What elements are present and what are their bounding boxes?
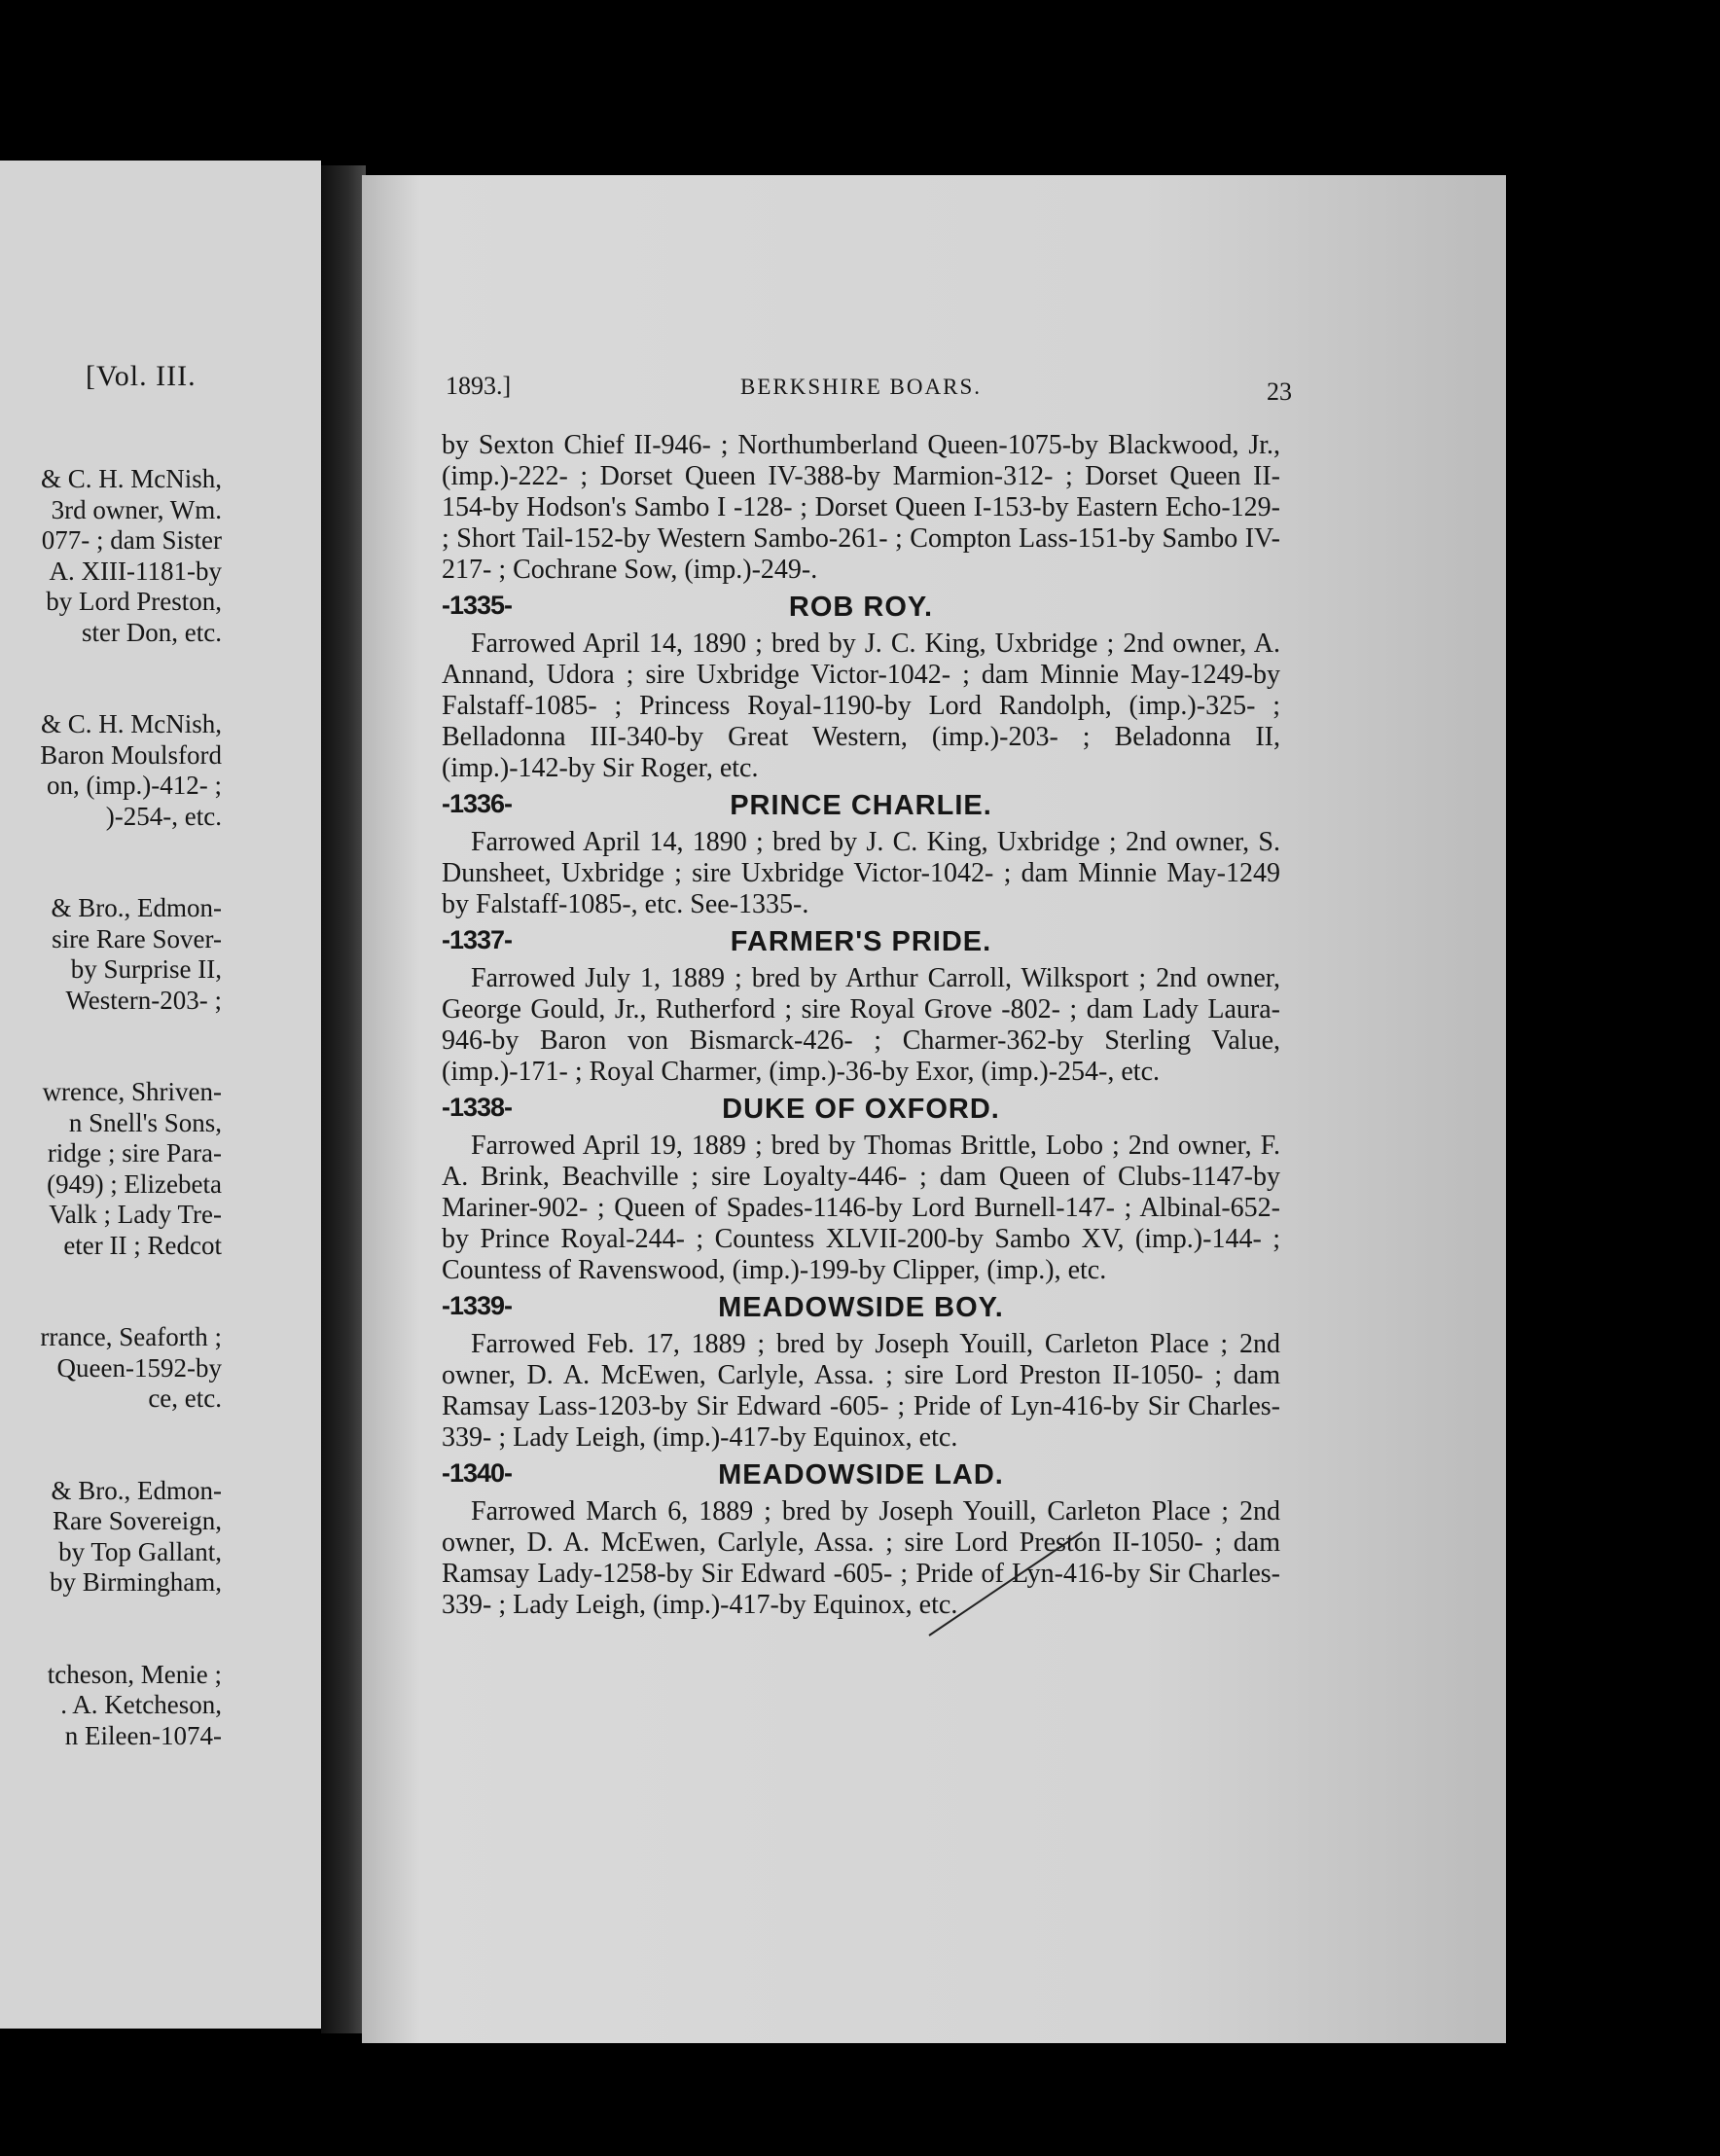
entries-list xyxy=(442,590,1280,1621)
left-page-line xyxy=(0,1292,321,1323)
entry-heading xyxy=(442,924,1280,963)
entry xyxy=(442,1092,1280,1286)
entry-text: Farrowed March 6, 1889 ; bred by Joseph Youill, Carleton Place ; 2nd owner, D. A. McEwen, Carlyle, Assa. ; sire Lord Preston II-1050- ; dam Ramsay Lady-1258-by Sir Edward -605- ; Pride of Lyn-416-by Sir Charles-339- ; Lady Leigh, (imp.)-417-by Equinox, etc. xyxy=(442,1496,1280,1620)
entry-number: -1336- xyxy=(442,789,513,818)
continuation-paragraph: by Sexton Chief II-946- ; Northumberland Queen-1075-by Blackwood, Jr., (imp.)-222- ; Dorset Queen IV-388-by Marmion-312- ; Dorset Queen II-154-by Hodson's Sambo I -128- ; Dorset Queen I-153-by Eastern Echo-129- ; Short Tail-152-by Western Sambo-261- ; Compton Lass-151-by Sambo IV-217- ; Cochrane Sow, (imp.)-249-. xyxy=(442,430,1280,585)
left-page-line: wrence, Shriven- xyxy=(42,1077,222,1106)
left-page-line: by Birmingham, xyxy=(50,1567,222,1597)
entry xyxy=(442,788,1280,920)
volume-label: [Vol. III. xyxy=(86,360,197,392)
left-page-line: eter II ; Redcot xyxy=(63,1230,222,1260)
left-page-line: Rare Sovereign, xyxy=(53,1506,222,1535)
left-page-line: & C. H. McNish, xyxy=(40,709,222,738)
entry-number: -1337- xyxy=(442,925,513,954)
left-page-line: 077- ; dam Sister xyxy=(41,525,222,555)
left-page-text xyxy=(0,464,321,1751)
entry-heading xyxy=(442,1290,1280,1329)
right-page xyxy=(362,175,1506,2043)
entry-text: Farrowed April 14, 1890 ; bred by J. C. King, Uxbridge ; 2nd owner, S. Dunsheet, Uxbridge ; sire Uxbridge Victor-1042- ; dam Minnie May-1249 by Falstaff-1085-, etc. See-1335-. xyxy=(442,827,1280,919)
left-page-line: Valk ; Lady Tre- xyxy=(49,1200,222,1229)
left-page-line: 3rd owner, Wm. xyxy=(51,494,222,524)
left-page-line: Baron Moulsford xyxy=(40,739,222,770)
entry-number: -1335- xyxy=(442,591,513,620)
entry-number: -1339- xyxy=(442,1291,513,1320)
left-page-line: & C. H. McNish, xyxy=(40,464,222,493)
left-page-line xyxy=(0,1629,321,1660)
left-page xyxy=(0,161,321,2029)
page-number: 23 xyxy=(1267,377,1292,406)
left-page-line: by Surprise II, xyxy=(70,954,222,984)
entry-name: PRINCE CHARLIE. xyxy=(730,790,992,821)
running-title: BERKSHIRE BOARS. xyxy=(740,375,982,399)
left-page-line: by Lord Preston, xyxy=(46,587,222,616)
left-page-line: on, (imp.)-412- ; xyxy=(47,771,222,800)
entry xyxy=(442,590,1280,784)
left-page-line: rrance, Seaforth ; xyxy=(40,1322,222,1351)
left-page-line: n Snell's Sons, xyxy=(68,1107,222,1137)
entry-heading xyxy=(442,788,1280,827)
book-spine xyxy=(321,165,366,2033)
left-page-line: tcheson, Menie ; xyxy=(47,1659,222,1689)
entry-name: DUKE OF OXFORD. xyxy=(722,1094,1000,1125)
entry-number: -1340- xyxy=(442,1458,513,1488)
entry-heading xyxy=(442,1457,1280,1496)
left-page-line: A. XIII-1181-by xyxy=(49,556,222,586)
entry-name: MEADOWSIDE LAD. xyxy=(718,1459,1004,1491)
left-page-line: sire Rare Sover- xyxy=(52,923,222,953)
entry xyxy=(442,1290,1280,1454)
left-page-line xyxy=(0,648,321,679)
header-year: 1893.] xyxy=(446,372,512,400)
left-page-line: & Bro., Edmon- xyxy=(51,893,222,922)
left-page-line: )-254-, etc. xyxy=(105,801,222,831)
left-page-line: ce, etc. xyxy=(148,1383,222,1413)
entry-name: ROB ROY. xyxy=(788,592,934,623)
entry-text: Farrowed April 19, 1889 ; bred by Thomas Brittle, Lobo ; 2nd owner, F. A. Brink, Beachville ; sire Loyalty-446- ; dam Queen of Clubs-1147-by Mariner-902- ; Queen of Spades-1146-by Lord Burnell-147- ; Albinal-652-by Prince Royal-244- ; Countess XLVII-200-by Sambo XV, (imp.)-144- ; Countess of Ravenswood, (imp.)-199-by Clipper, (imp.), etc. xyxy=(442,1131,1280,1285)
entry-heading xyxy=(442,590,1280,629)
left-page-line: ster Don, etc. xyxy=(82,617,222,647)
entry xyxy=(442,1457,1280,1621)
left-page-line xyxy=(0,1047,321,1078)
left-page-line: (949) ; Elizebeta xyxy=(47,1168,222,1199)
left-page-line: Queen-1592-by xyxy=(56,1352,222,1383)
entry-text: Farrowed Feb. 17, 1889 ; bred by Joseph Youill, Carleton Place ; 2nd owner, D. A. McEwen, Carlyle, Assa. ; sire Lord Preston II-1050- ; dam Ramsay Lass-1203-by Sir Edward -605- ; Pride of Lyn-416-by Sir Charles-339- ; Lady Leigh, (imp.)-417-by Equinox, etc. xyxy=(442,1329,1280,1453)
left-page-line: ridge ; sire Para- xyxy=(47,1138,222,1168)
page-body xyxy=(442,430,1280,1621)
entry-name: MEADOWSIDE BOY. xyxy=(718,1292,1004,1323)
left-page-line xyxy=(0,1599,321,1630)
left-page-line xyxy=(0,832,321,863)
left-page-line xyxy=(0,1261,321,1292)
entry-name: FARMER'S PRIDE. xyxy=(730,926,992,957)
entry-number: -1338- xyxy=(442,1093,513,1122)
entry-heading xyxy=(442,1092,1280,1131)
entry-text: Farrowed April 14, 1890 ; bred by J. C. King, Uxbridge ; 2nd owner, A. Annand, Udora ; sire Uxbridge Victor-1042- ; dam Minnie May-1249-by Falstaff-1085- ; Princess Royal-1190-by Lord Randolph, (imp.)-325- ; Belladonna III-340-by Great Western, (imp.)-203- ; Beladonna II, (imp.)-142-by Sir Roger, etc. xyxy=(442,629,1280,783)
left-page-line: n Eileen-1074- xyxy=(64,1720,222,1750)
left-page-line: & Bro., Edmon- xyxy=(51,1475,222,1505)
left-page-line xyxy=(0,679,321,710)
left-page-line: Western-203- ; xyxy=(65,985,222,1015)
left-page-line: by Top Gallant, xyxy=(58,1536,222,1566)
entry xyxy=(442,924,1280,1088)
entry-text: Farrowed July 1, 1889 ; bred by Arthur Carroll, Wilksport ; 2nd owner, George Gould, Jr., Rutherford ; sire Royal Grove -802- ; dam Lady Laura-946-by Baron von Bismarck-426- ; Charmer-362-by Sterling Value, (imp.)-171- ; Royal Charmer, (imp.)-36-by Exor, (imp.)-254-, etc. xyxy=(442,963,1280,1087)
left-page-line xyxy=(0,1415,321,1446)
left-page-line xyxy=(0,1445,321,1476)
left-page-line xyxy=(0,1016,321,1047)
left-page-line xyxy=(0,863,321,894)
left-page-line: . A. Ketcheson, xyxy=(60,1690,222,1719)
